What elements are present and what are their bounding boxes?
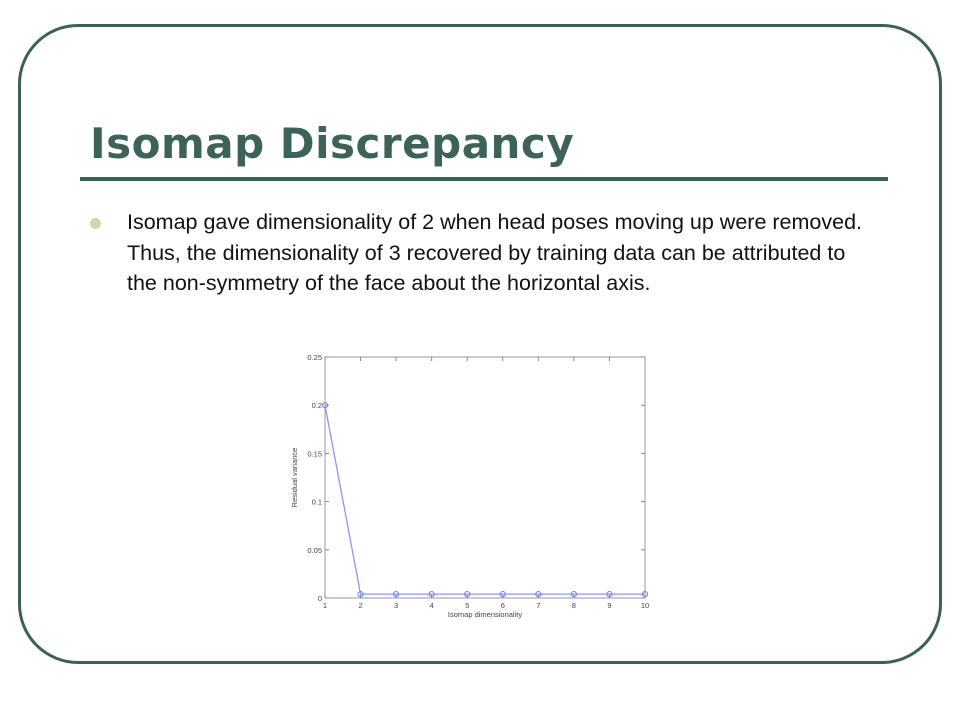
y-tick-label: 0.25 xyxy=(307,353,322,362)
chart-svg xyxy=(279,343,667,623)
slide-title: Isomap Discrepancy xyxy=(90,119,575,168)
x-tick-label: 1 xyxy=(322,601,328,610)
y-tick-label: 0.1 xyxy=(311,497,322,507)
x-tick-label: 6 xyxy=(500,601,505,610)
y-tick-label: 0.05 xyxy=(307,545,322,555)
title-divider xyxy=(80,177,888,181)
x-axis-label: Isomap dimensionality xyxy=(447,610,523,619)
plot-area xyxy=(325,357,645,598)
x-tick-label: 8 xyxy=(571,601,576,610)
bullet-text: Isomap gave dimensionality of 2 when head poses moving up were removed. Thus, the dimensionality of 3 recovered by training data can be attributed to the non-symmetry of the face about the horizontal axis. xyxy=(127,210,862,295)
y-tick-label: 0.2 xyxy=(311,401,322,411)
x-tick-label: 7 xyxy=(536,601,541,610)
bullet-item xyxy=(90,207,870,299)
y-tick-label: 0.15 xyxy=(307,449,322,459)
x-tick-label: 10 xyxy=(640,601,650,610)
residual-variance-chart xyxy=(279,343,667,623)
x-tick-label: 4 xyxy=(429,601,434,610)
x-tick-label: 3 xyxy=(394,601,399,610)
y-axis-label: Residual variance xyxy=(290,447,299,508)
bullet-dot-icon xyxy=(90,218,101,229)
x-tick-label: 9 xyxy=(607,601,612,610)
x-tick-label: 5 xyxy=(465,601,470,610)
y-tick-label: 0 xyxy=(317,594,322,603)
x-tick-label: 2 xyxy=(358,601,363,610)
